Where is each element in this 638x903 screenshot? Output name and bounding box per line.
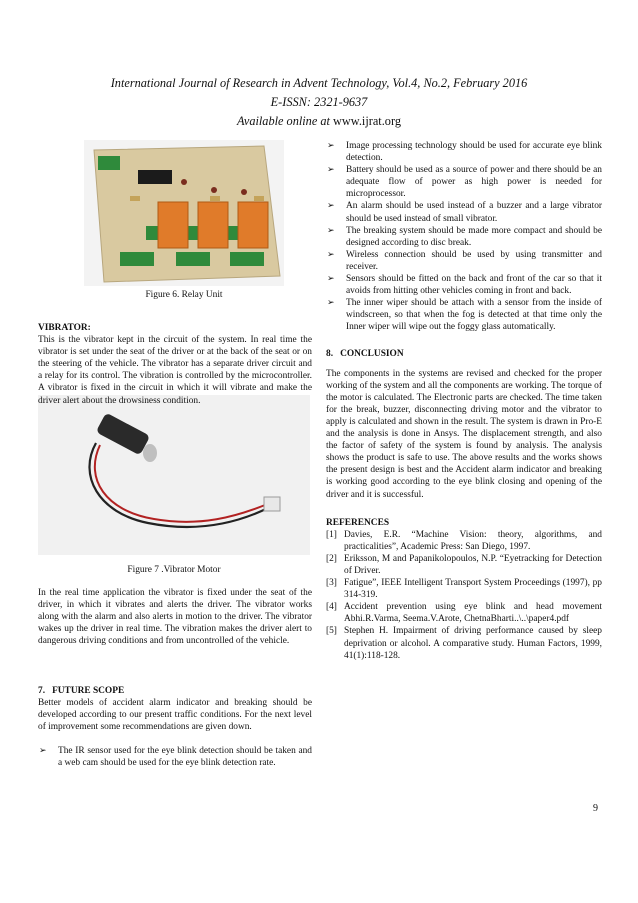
- future-scope-paragraph: Better models of accident alarm indicator and breaking should be developed according to our present traffic conditions. For the next level of improvement some recommendations are given down.: [38, 698, 312, 733]
- arrow-bullet-icon: ➢: [327, 274, 335, 285]
- list-item: ➢ An alarm should be used instead of a buzzer and a large vibrator should be used instead of small vibrator.: [327, 201, 602, 224]
- conclusion-paragraph: The components in the systems are revised and checked for the proper working of the system and all the components are working. The torque of the motor is calculated. The Electronic parts are checked. The time taken for the break, buzzer, disconnecting driving motor and the vibrator to apply is calculated and shown in the result. The system is drawn in Pro-E and the analysis is done in Ansys. The displacement strength, and also the factor of safety of the system is found by analysis. The analysis shows the product is safe to use. The above results and the works shows the present design is best and the Accident alarm indicator and breaking is working good according to the eye blink closing and opening of the driver and it is successful.: [326, 368, 602, 500]
- arrow-bullet-icon: ➢: [327, 165, 335, 176]
- list-item: ➢ Wireless connection should be used by using transmitter and receiver.: [327, 249, 602, 272]
- arrow-bullet-icon: ➢: [327, 298, 335, 309]
- list-item: ➢ Image processing technology should be used for accurate eye blink detection.: [327, 141, 602, 164]
- conclusion-heading: 8. CONCLUSION: [326, 348, 404, 359]
- figure-6-caption: Figure 6. Relay Unit: [145, 290, 223, 300]
- reference-item: [3] Fatigue”, IEEE Intelligent Transport System Proceedings (1997), pp 314-319.: [326, 578, 602, 601]
- vibrator-heading: VIBRATOR:: [38, 323, 91, 333]
- relay-unit-image: [84, 140, 284, 286]
- future-scope-heading: 7. FUTURE SCOPE: [38, 686, 125, 696]
- journal-header: [0, 74, 638, 131]
- list-item: ➢ Sensors should be fitted on the back and front of the car so that it avoids from hitting other vehicles coming in front and back.: [327, 274, 602, 297]
- realtime-section: [38, 587, 312, 647]
- future-scope-bullet-list: [38, 745, 312, 769]
- vibrator-paragraph: This is the vibrator kept in the circuit of the system. In real time the vibrator is set under the seat of the driver or at the back of the seat or on the steering of the vehicle. The vibrator has a separate driver circuit and a relay for its control. The vibration is controlled by the microcontroller. A vibrator is fixed in the circuit in which it will vibrate and make the driver alert about the drowsiness condition.: [38, 335, 312, 406]
- arrow-bullet-icon: ➢: [327, 225, 335, 236]
- list-item: ➢ The breaking system should be made more compact and should be designed according to disc break.: [327, 225, 602, 248]
- arrow-bullet-icon: ➢: [327, 141, 335, 151]
- page-number: 9: [593, 803, 598, 814]
- reference-item: [5] Stephen H. Impairment of driving performance caused by sleep deprivation or alcohol. A comparative study. Human Factors, 1999, 41(1):118-128.: [326, 626, 602, 661]
- reference-item: [4] Accident prevention using eye blink and head movement Abhi.R.Varma, Seema.V.Arote, ChetnaBharti..\..\paper4.pdf: [326, 602, 602, 625]
- future-scope-section: [38, 685, 312, 770]
- recommendation-list: [326, 140, 602, 334]
- vibrator-motor-image: [38, 395, 310, 555]
- journal-title: International Journal of Research in Advent Technology, Vol.4, No.2, February 2016: [110, 76, 528, 90]
- reference-item: [1] Davies, E.R. “Machine Vision: theory, algorithms, and practicalities”, Academic Press: San Diego, 1997.: [326, 529, 602, 552]
- journal-issn: E-ISSN: 2321-9637: [270, 95, 368, 109]
- arrow-bullet-icon: ➢: [327, 249, 335, 260]
- reference-item: [2] Eriksson, M and Papanikolopoulos, N.P. “Eyetracking for Detection of Driver.: [326, 553, 602, 576]
- journal-availability: Available online at www.ijrat.org: [237, 114, 401, 128]
- vibrator-section: [38, 322, 312, 407]
- references-heading: REFERENCES: [326, 517, 390, 528]
- list-item: ➢ Battery should be used as a source of power and there should be an adequate flow of power as high power is needed for microprocessor.: [327, 165, 602, 200]
- journal-url[interactable]: www.ijrat.org: [333, 114, 401, 128]
- references-list: [326, 529, 602, 662]
- arrow-bullet-icon: ➢: [39, 746, 47, 757]
- arrow-bullet-icon: ➢: [327, 201, 335, 212]
- right-column: [326, 140, 602, 662]
- realtime-paragraph: In the real time application the vibrator is fixed under the seat of the driver, in which it vibrates and alerts the driver. The vibrator works along with the alarm and also alerts in motion to the driver. The vibrator wakes up the driver in real time. The vibration makes the driver alert to dangerous driving conditions and from uncontrolled of the vehicle.: [38, 588, 312, 647]
- list-item: ➢ The inner wiper should be attach with a sensor from the inside of windscreen, so that when the fog is detected at that time only the Inner wiper will wipe out the foggy glass automatically.: [327, 298, 602, 333]
- list-item: ➢ The IR sensor used for the eye blink detection should be taken and a web cam should be used for the eye blink detection rate.: [39, 746, 312, 769]
- figure-7-caption: Figure 7 .Vibrator Motor: [127, 565, 221, 575]
